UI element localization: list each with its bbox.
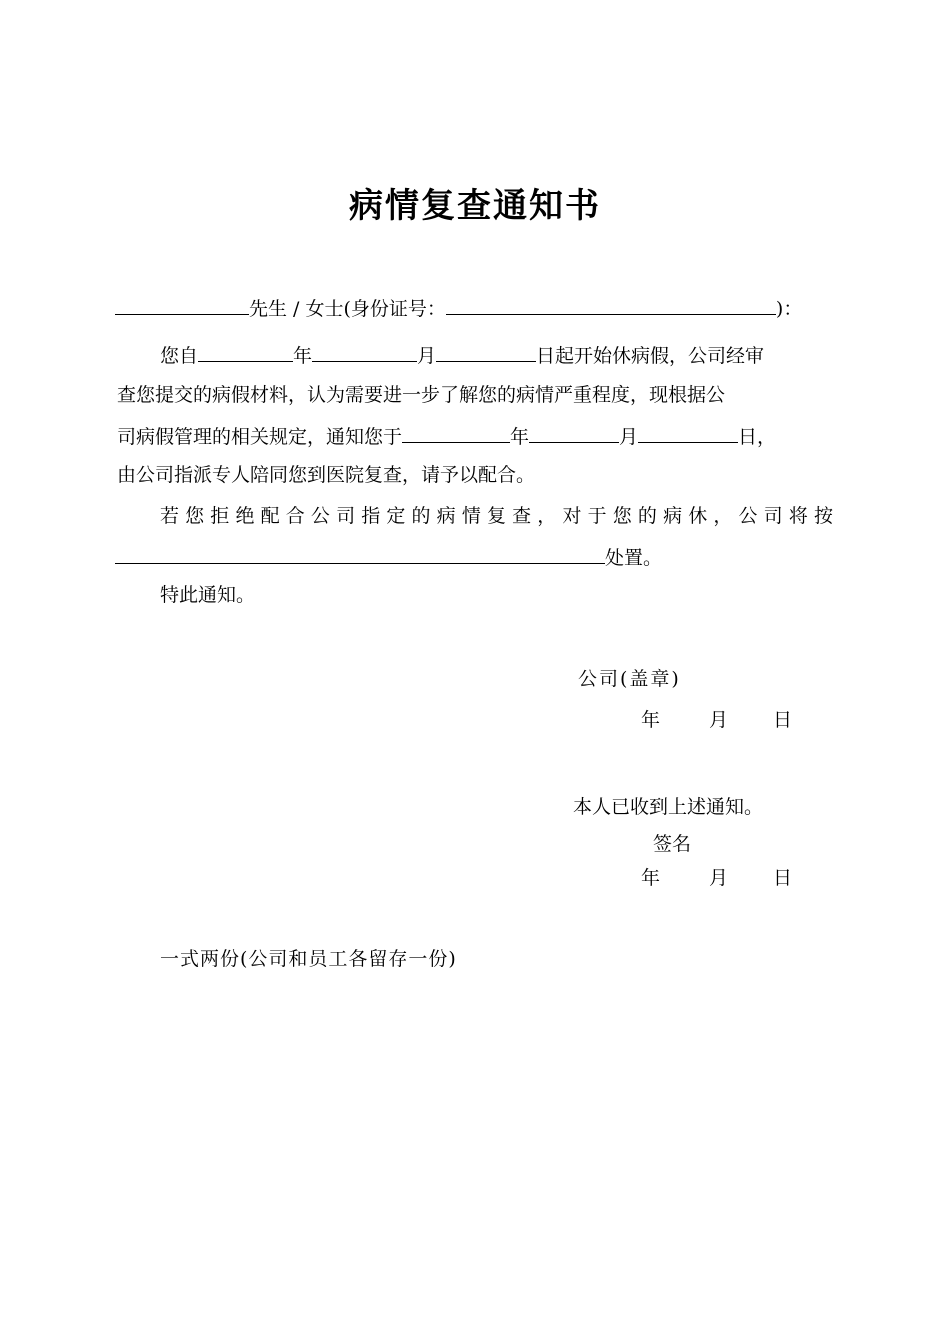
para1-line4: 由公司指派专人陪同您到医院复查，请予以配合。 [117, 464, 536, 486]
leave-day-blank[interactable] [436, 341, 536, 362]
name-blank[interactable] [115, 294, 249, 315]
page-title: 病情复查通知书 [349, 186, 601, 226]
addressee-close: )： [775, 298, 803, 320]
id-number-blank[interactable] [446, 294, 776, 315]
day2-label: 日， [738, 426, 777, 448]
receipt-text: 本人已收到上述通知。 [573, 796, 764, 818]
month2-label: 月 [619, 426, 639, 448]
copies-note: 一式两份(公司和员工各留存一份) [160, 948, 457, 970]
year2-label: 年 [510, 426, 530, 448]
para1-start: 您自 [160, 345, 199, 367]
notice-end: 特此通知。 [160, 584, 256, 606]
para2-line2 [115, 543, 662, 571]
receipt-date-day: 日 [773, 867, 793, 889]
review-day-blank[interactable] [638, 422, 738, 443]
mr-ms-label: 先生 / 女士(身份证号： [249, 298, 446, 320]
review-month-blank[interactable] [529, 422, 619, 443]
company-seal: 公司(盖章) [578, 668, 681, 690]
year-label: 年 [293, 345, 313, 367]
para1-line2: 查您提交的病假材料，认为需要进一步了解您的病情严重程度，现根据公 [117, 384, 726, 406]
para1-day-text: 日起开始休病假，公司经审 [536, 345, 765, 367]
receipt-date-month: 月 [709, 867, 729, 889]
para2-line1: 若您拒绝配合公司指定的病情复查，对于您的病休，公司将按 [160, 505, 835, 527]
para2-end: 处置。 [605, 547, 663, 569]
company-date-month: 月 [709, 709, 729, 731]
addressee-line [115, 294, 802, 322]
leave-year-blank[interactable] [198, 341, 293, 362]
handling-method-blank[interactable] [115, 543, 605, 564]
para1-line3 [117, 422, 776, 450]
company-date [641, 707, 792, 733]
receipt-date-year: 年 [641, 867, 661, 889]
company-date-day: 日 [773, 709, 793, 731]
leave-month-blank[interactable] [312, 341, 417, 362]
company-date-year: 年 [641, 709, 661, 731]
review-year-blank[interactable] [402, 422, 510, 443]
signature-label: 签名 [653, 833, 692, 855]
month-label: 月 [417, 345, 437, 367]
para1-line1 [160, 341, 764, 369]
receipt-date [641, 865, 792, 891]
para1-line3-start: 司病假管理的相关规定，通知您于 [117, 426, 403, 448]
